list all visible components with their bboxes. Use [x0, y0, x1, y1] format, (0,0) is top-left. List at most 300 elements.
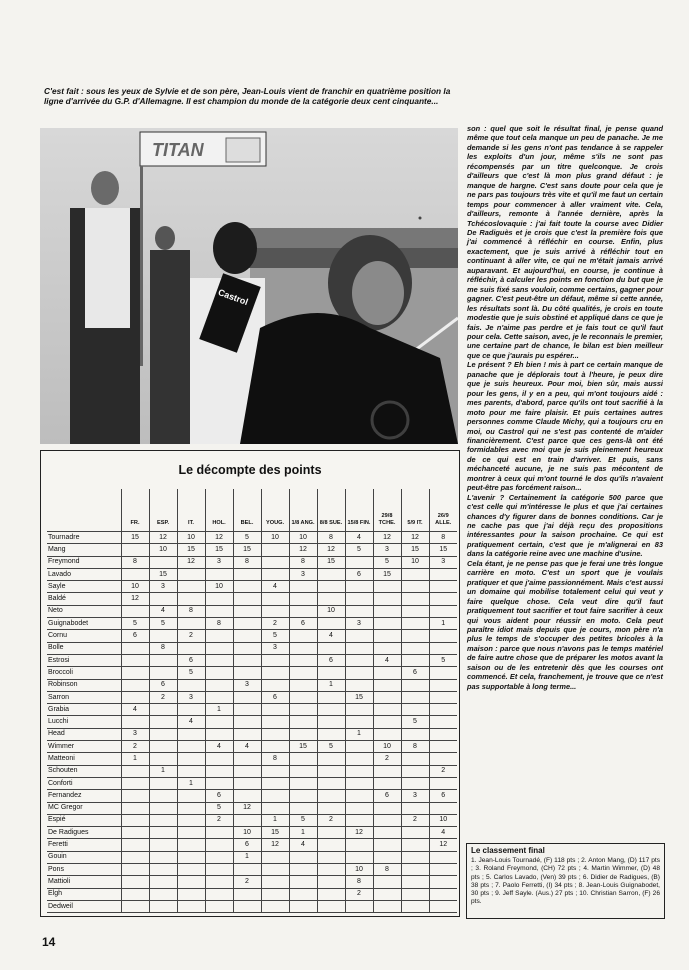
points-cell	[261, 667, 289, 679]
points-cell	[429, 851, 457, 863]
points-cell	[429, 876, 457, 888]
points-cell: 8	[401, 741, 429, 753]
points-cell: 4	[289, 839, 317, 851]
points-cell	[289, 900, 317, 912]
points-cell: 1	[345, 728, 373, 740]
points-cell: 1	[289, 827, 317, 839]
points-cell	[401, 568, 429, 580]
points-cell	[429, 900, 457, 912]
points-cell	[345, 581, 373, 593]
points-cell: 4	[261, 581, 289, 593]
points-cell	[429, 716, 457, 728]
points-cell	[233, 864, 261, 876]
points-cell	[401, 753, 429, 765]
rider-name: Mattioli	[47, 876, 121, 888]
points-cell: 10	[121, 581, 149, 593]
points-cell	[373, 618, 401, 630]
points-cell: 1	[233, 851, 261, 863]
points-cell: 6	[289, 618, 317, 630]
rider-name: Feretti	[47, 839, 121, 851]
points-cell	[149, 888, 177, 900]
points-cell	[373, 679, 401, 691]
table-row	[47, 667, 457, 679]
points-cell	[261, 593, 289, 605]
points-cell	[373, 642, 401, 654]
points-cell	[429, 691, 457, 703]
points-cell	[177, 814, 205, 826]
points-cell: 5	[261, 630, 289, 642]
points-cell: 12	[373, 532, 401, 544]
rider-name: Cornu	[47, 630, 121, 642]
points-cell	[401, 654, 429, 666]
points-cell: 2	[121, 741, 149, 753]
points-cell: 15	[261, 827, 289, 839]
table-row	[47, 556, 457, 568]
points-cell	[233, 704, 261, 716]
points-cell: 12	[401, 532, 429, 544]
points-cell: 6	[429, 790, 457, 802]
points-cell	[261, 900, 289, 912]
points-cell	[261, 876, 289, 888]
rider-name: Estrosi	[47, 654, 121, 666]
points-cell	[121, 864, 149, 876]
table-row	[47, 864, 457, 876]
points-cell	[401, 581, 429, 593]
points-cell	[429, 605, 457, 617]
points-cell: 2	[373, 753, 401, 765]
points-cell: 8	[121, 556, 149, 568]
points-cell	[317, 593, 345, 605]
column-header: BEL.	[233, 489, 261, 532]
points-cell: 1	[205, 704, 233, 716]
table-row	[47, 851, 457, 863]
rider-name: Espié	[47, 814, 121, 826]
points-cell	[261, 544, 289, 556]
points-cell	[261, 704, 289, 716]
points-cell	[373, 667, 401, 679]
points-cell: 12	[205, 532, 233, 544]
table-row	[47, 777, 457, 789]
points-cell	[317, 618, 345, 630]
points-cell	[373, 593, 401, 605]
points-cell	[373, 839, 401, 851]
points-cell	[317, 888, 345, 900]
column-header: 26/9 ALLE.	[429, 489, 457, 532]
points-cell	[345, 851, 373, 863]
points-cell	[121, 568, 149, 580]
table-row	[47, 741, 457, 753]
points-cell	[261, 765, 289, 777]
points-cell	[149, 654, 177, 666]
rider-name: De Radigues	[47, 827, 121, 839]
table-row	[47, 679, 457, 691]
rider-name: Tournadre	[47, 532, 121, 544]
points-cell: 8	[205, 618, 233, 630]
points-cell	[149, 630, 177, 642]
points-cell: 10	[373, 741, 401, 753]
article-body	[467, 124, 663, 691]
points-cell: 10	[401, 556, 429, 568]
points-cell	[401, 827, 429, 839]
rider-name: Lucchi	[47, 716, 121, 728]
points-cell	[345, 765, 373, 777]
points-cell	[289, 605, 317, 617]
points-cell: 15	[233, 544, 261, 556]
points-cell	[233, 728, 261, 740]
points-cell	[177, 728, 205, 740]
points-cell	[345, 741, 373, 753]
points-cell: 3	[177, 691, 205, 703]
points-cell	[373, 888, 401, 900]
points-cell	[289, 728, 317, 740]
points-cell: 15	[121, 532, 149, 544]
column-header: HOL.	[205, 489, 233, 532]
points-cell	[177, 704, 205, 716]
sash-text: Castrol	[216, 287, 250, 308]
points-cell	[289, 802, 317, 814]
rider-name: Elgh	[47, 888, 121, 900]
points-cell	[317, 777, 345, 789]
table-row	[47, 654, 457, 666]
points-cell	[177, 888, 205, 900]
points-cell	[401, 802, 429, 814]
points-cell: 1	[121, 753, 149, 765]
points-cell	[149, 827, 177, 839]
points-cell	[233, 814, 261, 826]
body-paragraph: Cela étant, je ne pense pas que je ferai une très longue carrière en moto. C'est un sport que je voulais pratiquer et que j'aime passionnément. Mais c'est aussi un domaine qui mobilise totalement celui qui veut y faire quelque chose. Cela veut dire qu'il faut pratiquement tout sacrifier et tout faire sacrifier à ceux qui vous aident pour réussir en moto. Cela peut paraître idiot mais depuis que je cours, mon père n'a plus le temps de s'occuper des petites bricoles à la maison : parce que nous n'avons pas le temps matériel de faire autre chose que de préparer les motos avant la saison ou de les entretenir dès que les courses ont commencé. Et cela, franchement, je trouve que ce n'est pas supportable à long terme...	[467, 558, 663, 691]
points-cell	[373, 605, 401, 617]
column-header: FR.	[121, 489, 149, 532]
table-row	[47, 568, 457, 580]
points-cell	[149, 593, 177, 605]
table-row	[47, 581, 457, 593]
points-cell	[317, 691, 345, 703]
table-row	[47, 900, 457, 912]
points-cell	[177, 765, 205, 777]
points-cell: 3	[345, 618, 373, 630]
table-row	[47, 618, 457, 630]
points-cell	[149, 716, 177, 728]
table-row	[47, 876, 457, 888]
points-cell	[373, 704, 401, 716]
table-row	[47, 790, 457, 802]
table-row	[47, 728, 457, 740]
points-cell	[289, 851, 317, 863]
points-cell	[233, 654, 261, 666]
points-cell	[205, 876, 233, 888]
points-cell	[429, 753, 457, 765]
points-cell	[401, 642, 429, 654]
points-cell	[233, 642, 261, 654]
points-cell	[373, 777, 401, 789]
points-cell: 5	[289, 814, 317, 826]
points-cell	[205, 605, 233, 617]
table-row	[47, 753, 457, 765]
points-cell	[233, 593, 261, 605]
table-row	[47, 532, 457, 544]
table-row	[47, 839, 457, 851]
points-cell	[205, 654, 233, 666]
points-cell: 4	[177, 716, 205, 728]
points-cell	[177, 593, 205, 605]
points-cell	[401, 679, 429, 691]
points-cell: 1	[149, 765, 177, 777]
points-cell: 2	[177, 630, 205, 642]
points-cell: 12	[429, 839, 457, 851]
points-cell	[429, 777, 457, 789]
points-cell	[401, 876, 429, 888]
points-cell	[205, 679, 233, 691]
points-cell	[149, 790, 177, 802]
points-cell: 12	[233, 802, 261, 814]
points-cell	[121, 679, 149, 691]
points-cell	[177, 839, 205, 851]
points-cell	[149, 802, 177, 814]
points-cell: 15	[429, 544, 457, 556]
points-cell: 8	[429, 532, 457, 544]
points-cell	[429, 568, 457, 580]
points-cell: 10	[317, 605, 345, 617]
points-cell: 2	[149, 691, 177, 703]
column-header: 1/8 ANG.	[289, 489, 317, 532]
points-cell	[177, 864, 205, 876]
points-cell	[289, 753, 317, 765]
points-cell	[317, 876, 345, 888]
points-cell	[205, 851, 233, 863]
points-cell	[317, 765, 345, 777]
points-cell	[149, 556, 177, 568]
points-cell	[317, 728, 345, 740]
table-title: Le décompte des points	[178, 463, 322, 477]
points-cell	[345, 642, 373, 654]
points-cell	[345, 900, 373, 912]
points-cell	[289, 888, 317, 900]
points-cell: 4	[317, 630, 345, 642]
points-cell	[177, 618, 205, 630]
rider-name: Neto	[47, 605, 121, 617]
column-header: 29/8 TCHE.	[373, 489, 401, 532]
points-cell	[345, 704, 373, 716]
points-cell: 4	[149, 605, 177, 617]
points-cell	[261, 556, 289, 568]
points-cell: 4	[429, 827, 457, 839]
points-cell	[429, 802, 457, 814]
points-cell	[205, 765, 233, 777]
points-cell	[429, 728, 457, 740]
points-cell	[233, 716, 261, 728]
points-cell	[149, 667, 177, 679]
points-cell	[345, 593, 373, 605]
points-cell	[205, 667, 233, 679]
points-cell: 6	[345, 568, 373, 580]
points-cell	[345, 814, 373, 826]
points-cell: 10	[261, 532, 289, 544]
table-row	[47, 704, 457, 716]
table-row	[47, 605, 457, 617]
points-cell	[233, 888, 261, 900]
points-cell	[177, 851, 205, 863]
points-cell	[121, 802, 149, 814]
points-cell	[121, 605, 149, 617]
points-cell: 15	[149, 568, 177, 580]
points-cell	[121, 667, 149, 679]
rider-name: Head	[47, 728, 121, 740]
points-cell	[149, 704, 177, 716]
points-cell: 3	[233, 679, 261, 691]
race-photo	[40, 128, 458, 444]
points-cell	[177, 568, 205, 580]
points-cell	[373, 765, 401, 777]
points-cell	[121, 691, 149, 703]
photo-caption: C'est fait : sous les yeux de Sylvie et de son père, Jean-Louis vient de franchir en quatrième position la ligne d'arrivée du G.P. d'Allemagne. Il est champion du monde de la catégorie deux cent cinquante...	[44, 86, 451, 107]
points-cell: 12	[345, 827, 373, 839]
points-cell	[149, 876, 177, 888]
points-cell	[317, 790, 345, 802]
points-cell	[289, 704, 317, 716]
table-row	[47, 630, 457, 642]
points-cell	[345, 716, 373, 728]
points-cell	[121, 716, 149, 728]
points-cell	[121, 851, 149, 863]
points-cell	[177, 741, 205, 753]
body-paragraph: L'avenir ? Certainement la catégorie 500 parce que c'est celle qui m'intéresse le plus et que j'ai certaines chances d'y figurer dans de bonnes conditions. Car je ne cache pas que j'ai déjà reçu des propositions intéressantes pour la saison prochaine. Ce qui est pratiquement certain, c'est que je m'alignerai en 83 dans la catégorie reine avec une machine d'usine.	[467, 492, 663, 559]
points-cell: 4	[205, 741, 233, 753]
points-cell	[149, 741, 177, 753]
rider-name: Mang	[47, 544, 121, 556]
points-cell	[345, 790, 373, 802]
points-cell	[177, 790, 205, 802]
points-cell	[177, 581, 205, 593]
points-cell: 6	[177, 654, 205, 666]
final-standings-box	[466, 843, 665, 919]
rider-name: Fernandez	[47, 790, 121, 802]
points-cell	[177, 753, 205, 765]
points-cell: 3	[289, 568, 317, 580]
points-cell	[289, 593, 317, 605]
points-cell	[401, 839, 429, 851]
points-cell: 6	[205, 790, 233, 802]
points-cell: 8	[261, 753, 289, 765]
points-cell: 10	[177, 532, 205, 544]
points-cell: 12	[177, 556, 205, 568]
points-cell	[429, 593, 457, 605]
points-cell	[121, 888, 149, 900]
points-cell	[345, 753, 373, 765]
points-cell: 4	[345, 532, 373, 544]
name-column-header	[47, 489, 121, 532]
points-cell	[401, 618, 429, 630]
points-cell	[373, 691, 401, 703]
points-cell: 2	[261, 618, 289, 630]
points-cell	[233, 691, 261, 703]
points-cell	[121, 544, 149, 556]
points-cell: 3	[429, 556, 457, 568]
points-cell: 5	[345, 544, 373, 556]
rider-name: Matteoni	[47, 753, 121, 765]
points-cell	[429, 888, 457, 900]
points-cell	[317, 827, 345, 839]
points-cell	[401, 864, 429, 876]
points-cell: 10	[233, 827, 261, 839]
points-cell	[149, 839, 177, 851]
rider-name: Pons	[47, 864, 121, 876]
points-cell	[233, 753, 261, 765]
points-cell: 3	[149, 581, 177, 593]
points-cell	[149, 753, 177, 765]
rider-name: Bolle	[47, 642, 121, 654]
points-cell: 15	[177, 544, 205, 556]
points-cell: 15	[205, 544, 233, 556]
race-photo-image	[40, 128, 458, 444]
points-cell	[429, 667, 457, 679]
body-paragraph: Le présent ? Eh bien ! mis à part ce certain manque de panache que je déplorais tout à l'heure, je peux dire que je suis heureux. Pour moi, bien sûr, mais aussi pour les gens, il y en a peu, qui m'ont toujours aidé : mes parents, d'abord, parce qu'ils ont tout sacrifié à la moto pour me faire plaisir. Et puis certaines autres personnes comme Claude Michy, qui a toujours cru en moi, ou Castrol qui ne s'est pas contenté de m'aider financièrement. C'est parce que ces gens-là ont été formidables avec moi que je suis pleinement heureux de ce qui est en train d'arriver. Et puis, sans méchanceté aucune, je ne suis pas mécontent de montrer à ceux qui m'ont tourné le dos qu'ils n'avaient peut-être pas forcément raison...	[467, 360, 663, 493]
points-cell	[373, 802, 401, 814]
points-cell: 6	[317, 654, 345, 666]
rider-name: Guignabodet	[47, 618, 121, 630]
points-cell	[345, 556, 373, 568]
points-cell	[261, 802, 289, 814]
points-cell: 12	[149, 532, 177, 544]
column-header: 15/8 FIN.	[345, 489, 373, 532]
points-cell	[205, 642, 233, 654]
points-cell	[149, 864, 177, 876]
points-cell: 5	[233, 532, 261, 544]
points-cell: 2	[205, 814, 233, 826]
points-cell	[205, 716, 233, 728]
points-cell	[261, 790, 289, 802]
rider-name: Baldé	[47, 593, 121, 605]
points-cell: 2	[317, 814, 345, 826]
points-cell	[289, 716, 317, 728]
points-cell	[233, 568, 261, 580]
table-row	[47, 765, 457, 777]
column-header: IT.	[177, 489, 205, 532]
points-cell	[177, 679, 205, 691]
points-cell	[429, 581, 457, 593]
points-cell: 15	[401, 544, 429, 556]
points-cell	[317, 900, 345, 912]
points-cell	[233, 777, 261, 789]
points-cell	[233, 790, 261, 802]
points-cell: 6	[121, 630, 149, 642]
points-cell	[373, 630, 401, 642]
points-cell	[205, 900, 233, 912]
points-cell	[205, 691, 233, 703]
points-table	[47, 489, 457, 913]
points-cell	[205, 827, 233, 839]
points-cell	[205, 568, 233, 580]
points-cell: 10	[345, 864, 373, 876]
points-cell	[289, 654, 317, 666]
points-cell	[345, 802, 373, 814]
points-cell	[205, 888, 233, 900]
points-cell	[233, 900, 261, 912]
points-cell: 6	[373, 790, 401, 802]
points-cell	[177, 900, 205, 912]
points-cell	[289, 691, 317, 703]
points-cell	[121, 765, 149, 777]
points-cell: 2	[345, 888, 373, 900]
points-cell	[373, 851, 401, 863]
table-row	[47, 593, 457, 605]
points-cell	[261, 654, 289, 666]
points-cell	[317, 568, 345, 580]
points-cell: 4	[121, 704, 149, 716]
points-cell: 5	[317, 741, 345, 753]
points-cell: 8	[373, 864, 401, 876]
rider-name: Sarron	[47, 691, 121, 703]
points-cell: 8	[317, 532, 345, 544]
